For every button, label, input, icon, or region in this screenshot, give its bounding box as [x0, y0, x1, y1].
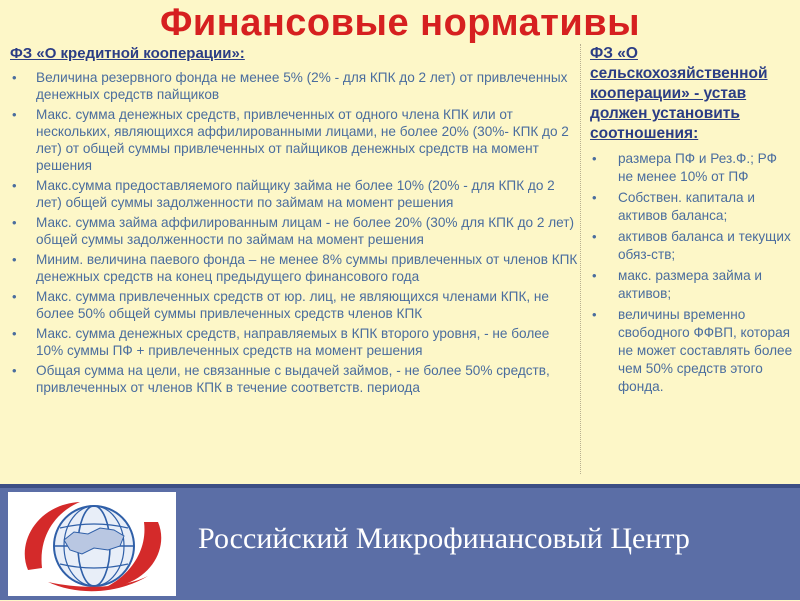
bullet-icon: • [12, 215, 17, 230]
list-item: • Собствен. капитала и активов баланса; [592, 190, 755, 223]
list-item: • Величина резервного фонда не менее 5% (2% - для КПК до 2 лет) от привлеченных денежных средств пайщиков [12, 70, 568, 102]
bullet-icon: • [12, 326, 17, 341]
bullet-icon: • [592, 229, 597, 244]
organization-name: Российский Микрофинансовый Центр [198, 522, 690, 555]
bullet-icon: • [12, 289, 17, 304]
list-item: • Миним. величина паевого фонда – не менее 8% суммы привлеченных от членов КПК денежных средств на конец предыдущего финансового года [12, 252, 578, 284]
page-title: Финансовые нормативы [159, 2, 641, 44]
left-column [10, 44, 581, 474]
left-column-heading: ФЗ «О кредитной кооперации»: [10, 45, 245, 62]
list-item: • активов баланса и текущих обяз-ств; [592, 229, 791, 262]
list-item: • макс. размера займа и активов; [592, 268, 763, 301]
list-item: • величины временно свободного ФФВП, которая не может составлять более чем 50% средств этого фонда. [592, 307, 793, 394]
bullet-icon: • [12, 178, 17, 193]
right-norms-list [590, 150, 795, 396]
footer-banner [0, 484, 800, 600]
list-item: • Макс.сумма предоставляемого пайщику займа не более 10% (20% - для КПК до 2 лет) общей суммы задолженности по займам на момент решения [12, 178, 555, 210]
list-item: • Макс. сумма займа аффилированным лицам - не более 20% (30% для КПК до 2 лет) общей суммы задолженности по займам на момент решения [12, 215, 575, 247]
bullet-icon: • [12, 107, 17, 122]
bullet-icon: • [12, 252, 17, 267]
list-item: • Макс. сумма денежных средств, направляемых в КПК второго уровня, - не более 10% суммы ПФ + привлеченных средств на момент решения [12, 326, 550, 358]
right-column-heading: ФЗ «О сельскохозяйственной кооперации» - устав должен установить соотношения: [590, 45, 768, 142]
globe-russia-logo-icon [8, 492, 176, 596]
bullet-icon: • [592, 190, 597, 205]
banner-divider [0, 484, 800, 488]
list-item: • Макс. сумма привлеченных средств от юр. лиц, не являющихся членами КПК, не более 50% общей суммы привлеченных средств членов КПК [12, 289, 549, 321]
list-item: • размера ПФ и Рез.Ф.; РФ не менее 10% от ПФ [592, 151, 777, 184]
list-item: • Общая сумма на цели, не связанные с выдачей займов, - не более 50% средств, привлеченных от членов КПК в течение соответств. периода [12, 363, 550, 395]
bullet-icon: • [12, 363, 17, 378]
list-item: • Макс. сумма денежных средств, привлеченных от одного члена КПК или от нескольких, являющихся аффилированными лицами, не более 20% (30%- КПК до 2 лет) от общей суммы привлеченных от пайщиков денежных средств на момент решения [12, 107, 569, 173]
bullet-icon: • [592, 151, 597, 166]
logo-container [8, 492, 176, 596]
bullet-icon: • [12, 70, 17, 85]
right-column [590, 44, 795, 474]
bullet-icon: • [592, 268, 597, 283]
left-norms-list [10, 69, 580, 396]
bullet-icon: • [592, 307, 597, 322]
